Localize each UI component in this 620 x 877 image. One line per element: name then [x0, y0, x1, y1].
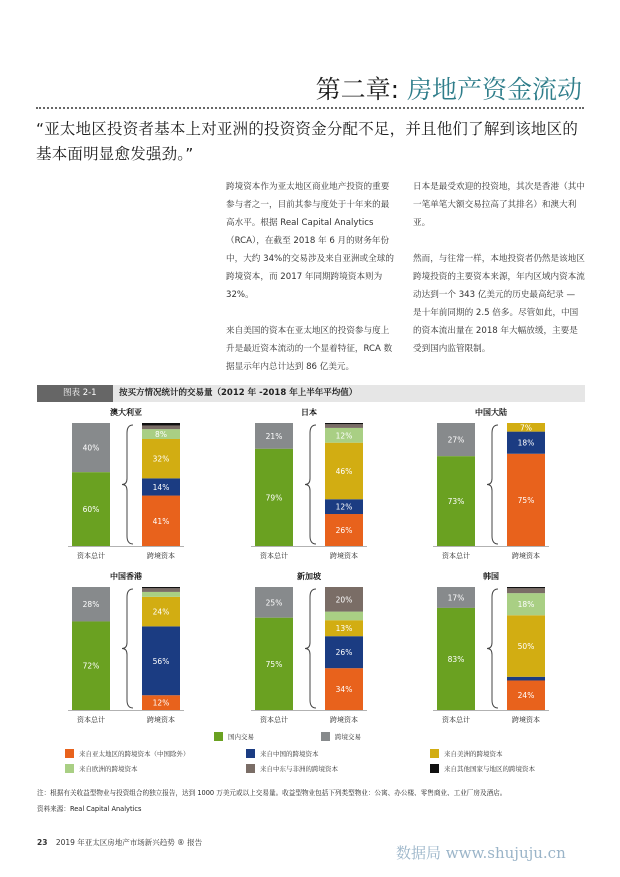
- category-label: 跨境资本: [330, 552, 358, 560]
- legend-crossborder: [321, 732, 361, 741]
- data-label: 12%: [335, 502, 353, 512]
- legend-us: [430, 749, 503, 758]
- legend-other: [430, 764, 535, 773]
- legend-label: 跨境交易: [335, 733, 361, 741]
- panel-title: 澳大利亚: [110, 408, 142, 417]
- legend-domestic: [214, 732, 254, 741]
- other-segment: [142, 587, 180, 588]
- data-label: 26%: [335, 526, 353, 536]
- data-label: 41%: [152, 516, 170, 526]
- legend-swatch: [65, 749, 74, 758]
- bracket: [305, 425, 316, 544]
- category-label: 跨境资本: [147, 552, 175, 560]
- bracket: [487, 589, 498, 708]
- legend-label: 来自其他国家与地区的跨境资本: [444, 765, 535, 773]
- other-segment: [142, 423, 180, 425]
- legend-swatch: [430, 764, 439, 773]
- category-label: 资本总计: [442, 716, 470, 724]
- figure-label: 图表 2-1: [37, 385, 113, 402]
- mideast-segment: [325, 424, 363, 428]
- legend-label: 来自欧洲的跨境资本: [79, 765, 138, 773]
- footer-text: 2019 年亚太区房地产市场新兴趋势 ® 报告: [55, 838, 203, 847]
- data-label: 24%: [517, 691, 535, 701]
- data-label: 34%: [335, 685, 353, 695]
- category-label: 跨境资本: [147, 716, 175, 724]
- page-footer: [37, 837, 202, 848]
- data-label: 73%: [447, 497, 465, 507]
- panel-title: 中国大陆: [475, 408, 507, 417]
- legend-label: 国内交易: [228, 733, 254, 741]
- data-label: 20%: [335, 595, 353, 605]
- data-label: 17%: [447, 593, 465, 603]
- data-label: 50%: [517, 642, 535, 652]
- data-label: 40%: [82, 443, 100, 453]
- data-label: 12%: [152, 698, 170, 708]
- bracket: [122, 589, 133, 708]
- panel-title: 日本: [301, 408, 317, 417]
- data-label: 32%: [152, 454, 170, 464]
- data-label: 8%: [155, 430, 167, 440]
- legend-swatch: [430, 749, 439, 758]
- data-label: 72%: [82, 661, 100, 671]
- data-label: 24%: [152, 607, 170, 617]
- figure-title: 按买方情况统计的交易量（2012 年 -2018 年上半年平均值）: [119, 388, 358, 398]
- figure-source: 资料来源：Real Capital Analytics: [37, 805, 142, 813]
- data-label: 18%: [517, 600, 535, 610]
- paragraph: 日本是最受欢迎的投资地，其次是香港（其中一笔单笔大额交易拉高了其排名）和澳大利亚。: [413, 182, 585, 228]
- category-label: 资本总计: [77, 552, 105, 560]
- legend-label: 来自中国的跨境资本: [260, 750, 319, 758]
- data-label: 14%: [152, 482, 170, 492]
- paragraph: 来自美国的资本在亚太地区的投资参与度上升是最近资本流动的一个显着特征，RCA 数据显示年内总计达到 86 亿美元。: [226, 326, 393, 372]
- pull-quote: “亚太地区投资者基本上对亚洲的投资资金分配不足，并且他们了解到该地区的基本面明显愈发强劲。”: [36, 120, 579, 163]
- legend-swatch: [246, 749, 255, 758]
- bracket: [305, 589, 316, 708]
- data-label: 46%: [335, 466, 353, 476]
- mideast-segment: [142, 425, 180, 429]
- panel-title: 韩国: [483, 572, 499, 581]
- panel-title: 中国香港: [110, 572, 142, 581]
- data-label: 27%: [447, 435, 465, 445]
- data-label: 13%: [335, 624, 353, 634]
- page-number: 23: [37, 838, 48, 847]
- category-label: 跨境资本: [512, 716, 540, 724]
- legend-swatch: [321, 732, 330, 741]
- data-label: 7%: [520, 423, 532, 433]
- category-label: 资本总计: [260, 552, 288, 560]
- legend-swatch: [246, 764, 255, 773]
- category-label: 跨境资本: [330, 716, 358, 724]
- data-label: 60%: [82, 505, 100, 515]
- paragraph: 然而，与往常一样，本地投资者仍然是该地区跨境投资的主要资本来源，年内区域内资本流动达到一个 343 亿美元的历史最高纪录 — 是十年前同期的 2.5 倍多。尽管如此，中国的资本流出量在 2018 年大幅放缓，主要是受到国内监管限制。: [413, 254, 585, 354]
- data-label: 12%: [335, 431, 353, 441]
- bracket: [122, 425, 133, 544]
- watermark: 数据局 www.shujuju.cn: [396, 844, 566, 862]
- mideast-segment: [507, 588, 545, 593]
- data-label: 26%: [335, 648, 353, 658]
- data-label: 18%: [517, 438, 535, 448]
- legend-mideast: [246, 764, 338, 773]
- category-label: 资本总计: [77, 716, 105, 724]
- panel-title: 新加坡: [297, 572, 321, 581]
- other-segment: [325, 423, 363, 424]
- data-label: 75%: [517, 495, 535, 505]
- europe-segment: [325, 612, 363, 621]
- category-label: 资本总计: [260, 716, 288, 724]
- data-label: 25%: [265, 598, 283, 608]
- europe-segment: [142, 592, 180, 597]
- mideast-segment: [142, 588, 180, 592]
- data-label: 28%: [82, 600, 100, 610]
- legend-swatch: [214, 732, 223, 741]
- chapter-number: 第二章:: [315, 75, 400, 104]
- bracket: [487, 425, 498, 544]
- legend-label: 来自亚太地区的跨境资本（中国除外）: [79, 750, 190, 758]
- category-label: 跨境资本: [512, 552, 540, 560]
- data-label: 56%: [152, 656, 170, 666]
- paragraph: 跨境资本作为亚太地区商业地产投资的重要参与者之一，目前其参与度处于十年来的最高水平。根据 Real Capital Analytics（RCA），在截至 2018 年 6 月的财务年份中，大约 34%的交易涉及来自亚洲或全球的跨境资本，而 2017 年同期跨境资本则为 32%。: [226, 182, 394, 300]
- legend-europe: [65, 764, 138, 773]
- legend-label: 来自美洲的跨境资本: [444, 750, 503, 758]
- legend-china: [246, 749, 319, 758]
- data-label: 83%: [447, 654, 465, 664]
- data-label: 21%: [265, 431, 283, 441]
- china-segment: [507, 677, 545, 681]
- other-segment: [507, 587, 545, 588]
- figure-note: 注：根据有关收益型物业与投资组合的独立报告，达到 1000 万美元或以上交易量。收益型物业包括下列类型物业：公寓、办公楼、零售商业、工业厂房及酒店。: [37, 789, 507, 797]
- legend-label: 来自中东与非洲的跨境资本: [260, 765, 338, 773]
- legend-apac: [65, 749, 190, 758]
- chapter-name: 房地产资金流动: [406, 75, 582, 104]
- category-label: 资本总计: [442, 552, 470, 560]
- data-label: 79%: [265, 493, 283, 503]
- legend-swatch: [65, 764, 74, 773]
- data-label: 75%: [265, 659, 283, 669]
